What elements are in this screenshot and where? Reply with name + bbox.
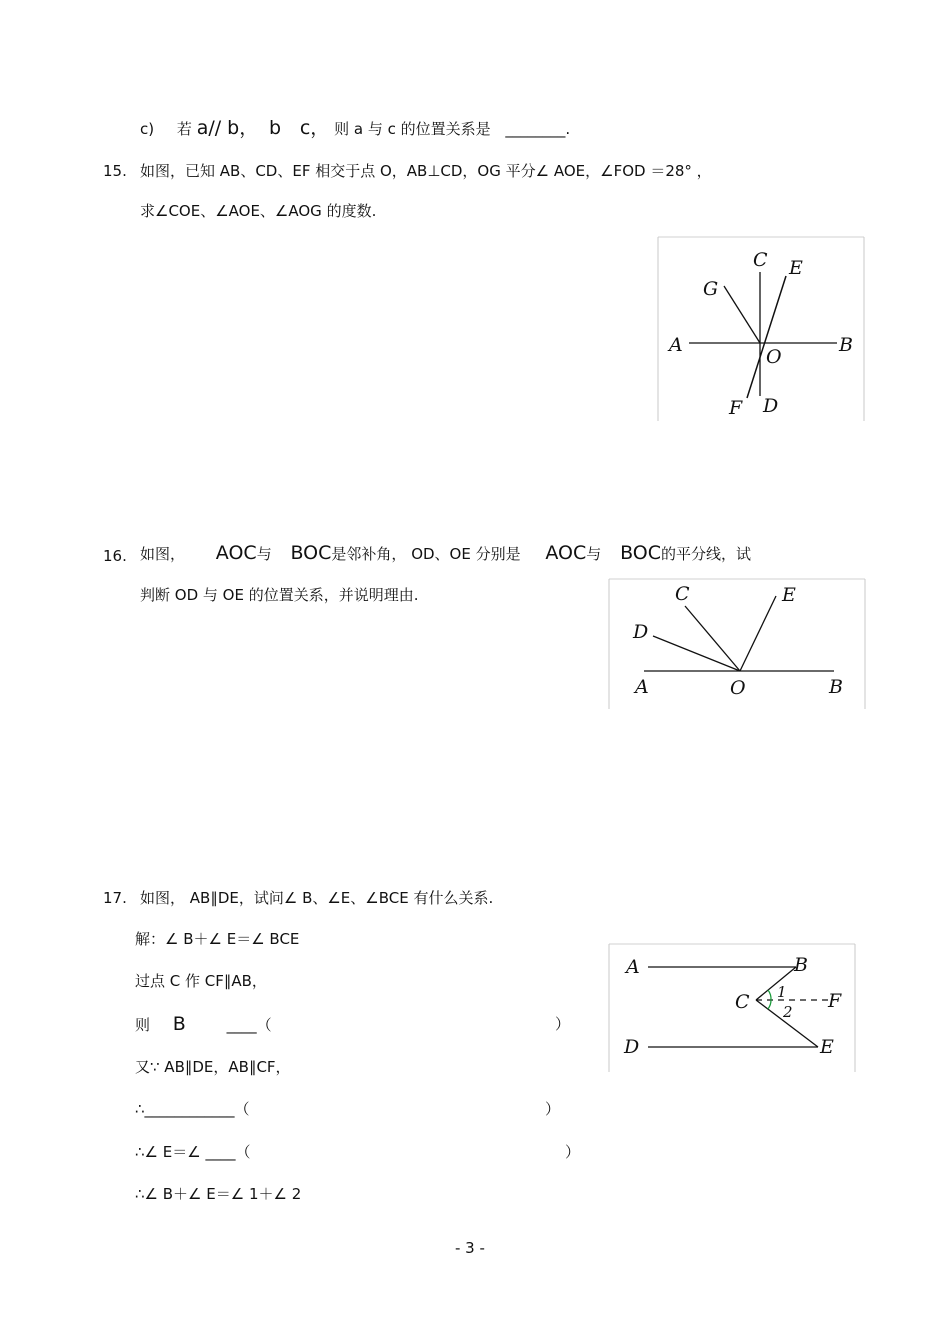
q17-solution-7: ∴∠ B＋∠ E＝∠ 1＋∠ 2 bbox=[135, 1185, 302, 1203]
q17-solution-4: 又∵ AB∥DE，AB∥CF， bbox=[135, 1058, 291, 1076]
q16-figure bbox=[608, 578, 866, 710]
q17-sol6-a: ∴∠ E＝∠ bbox=[135, 1143, 201, 1161]
q16-figure-svg bbox=[608, 578, 866, 710]
q16-label-c: C bbox=[675, 583, 690, 605]
q16-label-b: B bbox=[829, 676, 843, 698]
q17-angle-2-arc bbox=[768, 1000, 771, 1009]
q15-label-a: A bbox=[669, 334, 683, 356]
q16-t1: 如图， bbox=[140, 545, 186, 563]
q17-solution-5 bbox=[135, 1099, 561, 1119]
q15-figure bbox=[657, 236, 865, 422]
q17-solution-6 bbox=[135, 1142, 581, 1162]
q17-solution-3 bbox=[135, 1013, 571, 1035]
q17-sol3-c: ____（ bbox=[226, 1016, 272, 1034]
q14c-rel2: b bbox=[269, 117, 282, 139]
q17-sol6-b: ____（ bbox=[205, 1143, 251, 1161]
q14c-rel3: c， bbox=[299, 117, 330, 139]
q15-number: 15. bbox=[103, 162, 127, 180]
q15-label-g: G bbox=[703, 278, 719, 300]
q16-label-o: O bbox=[730, 677, 746, 699]
q16-t5: 的平分线，试 bbox=[661, 545, 752, 563]
q15-ray-og bbox=[724, 286, 760, 343]
q16-aoc1: AOC bbox=[215, 542, 257, 564]
q16-boc1: BOC bbox=[290, 542, 332, 564]
q15-label-e: E bbox=[789, 257, 803, 279]
q17-sol5-c: ） bbox=[545, 1100, 561, 1118]
q17-sol3-b: B bbox=[172, 1013, 186, 1035]
q17-solution-1: 解：∠ B＋∠ E＝∠ BCE bbox=[135, 930, 300, 948]
q14c-prefix: c) bbox=[140, 120, 155, 138]
q17-sol6-c: ） bbox=[565, 1143, 581, 1161]
q15-line2: 求∠COE、∠AOE、∠AOG 的度数. bbox=[140, 202, 377, 220]
q17-solution-2: 过点 C 作 CF∥AB， bbox=[135, 972, 267, 990]
q16-label-e: E bbox=[782, 584, 796, 606]
q17-label-d: D bbox=[624, 1036, 640, 1058]
q16-aoc2: AOC bbox=[545, 542, 587, 564]
q15-line-ef bbox=[747, 276, 786, 398]
page-number: - 3 - bbox=[455, 1239, 485, 1257]
q17-number: 17. bbox=[103, 889, 127, 907]
q15-label-f: F bbox=[729, 397, 743, 419]
q17-label-a: A bbox=[626, 956, 640, 978]
q14c-text1: 若 bbox=[176, 120, 192, 138]
q17-figure-svg bbox=[608, 943, 856, 1073]
q16-ray-oe bbox=[740, 596, 776, 671]
q16-label-a: A bbox=[635, 676, 649, 698]
q16-ray-od bbox=[653, 636, 740, 671]
q17-segment-bc bbox=[756, 967, 796, 1000]
q16-t2: 与 bbox=[256, 545, 272, 563]
q17-label-b: B bbox=[794, 954, 808, 976]
q17-figure bbox=[608, 943, 856, 1073]
q14c-line bbox=[140, 118, 570, 139]
q16-line1 bbox=[140, 543, 751, 564]
q16-line2: 判断 OD 与 OE 的位置关系，并说明理由. bbox=[140, 586, 419, 604]
q14c-blank: ________ bbox=[505, 120, 566, 138]
q17-label-angle-2: 2 bbox=[783, 1003, 793, 1021]
q16-t4: 与 bbox=[586, 545, 602, 563]
q17-angle-1-arc bbox=[768, 990, 771, 1000]
q17-label-c: C bbox=[735, 991, 750, 1013]
q17-label-f: F bbox=[828, 990, 842, 1012]
q17-line1: 如图， AB∥DE，试问∠ B、∠E、∠BCE 有什么关系. bbox=[140, 889, 494, 907]
q15-label-o: O bbox=[766, 346, 782, 368]
q15-label-d: D bbox=[763, 395, 779, 417]
q17-label-angle-1: 1 bbox=[777, 983, 787, 1001]
q16-t3: 是邻补角， OD、OE 分别是 bbox=[331, 545, 521, 563]
q17-sol3-a: 则 bbox=[135, 1016, 151, 1034]
q14c-text2: 则 a 与 c 的位置关系是 bbox=[334, 120, 491, 138]
q16-ray-oc bbox=[685, 606, 740, 671]
q15-line1: 如图，已知 AB、CD、EF 相交于点 O，AB⊥CD，OG 平分∠ AOE，∠FOD ＝28° ， bbox=[140, 162, 712, 180]
q15-label-c: C bbox=[753, 249, 768, 271]
q16-boc2: BOC bbox=[620, 542, 662, 564]
q17-label-e: E bbox=[820, 1036, 834, 1058]
q17-sol5-b: ____________（ bbox=[144, 1100, 250, 1118]
q16-number: 16. bbox=[103, 547, 127, 565]
q15-figure-svg bbox=[657, 236, 865, 422]
q14c-end: . bbox=[565, 120, 571, 138]
q14c-rel1: a// b， bbox=[196, 117, 259, 139]
q16-label-d: D bbox=[633, 621, 649, 643]
q15-label-b: B bbox=[839, 334, 853, 356]
q17-sol3-d: ） bbox=[555, 1015, 571, 1033]
q17-sol5-a: ∴ bbox=[135, 1100, 145, 1118]
